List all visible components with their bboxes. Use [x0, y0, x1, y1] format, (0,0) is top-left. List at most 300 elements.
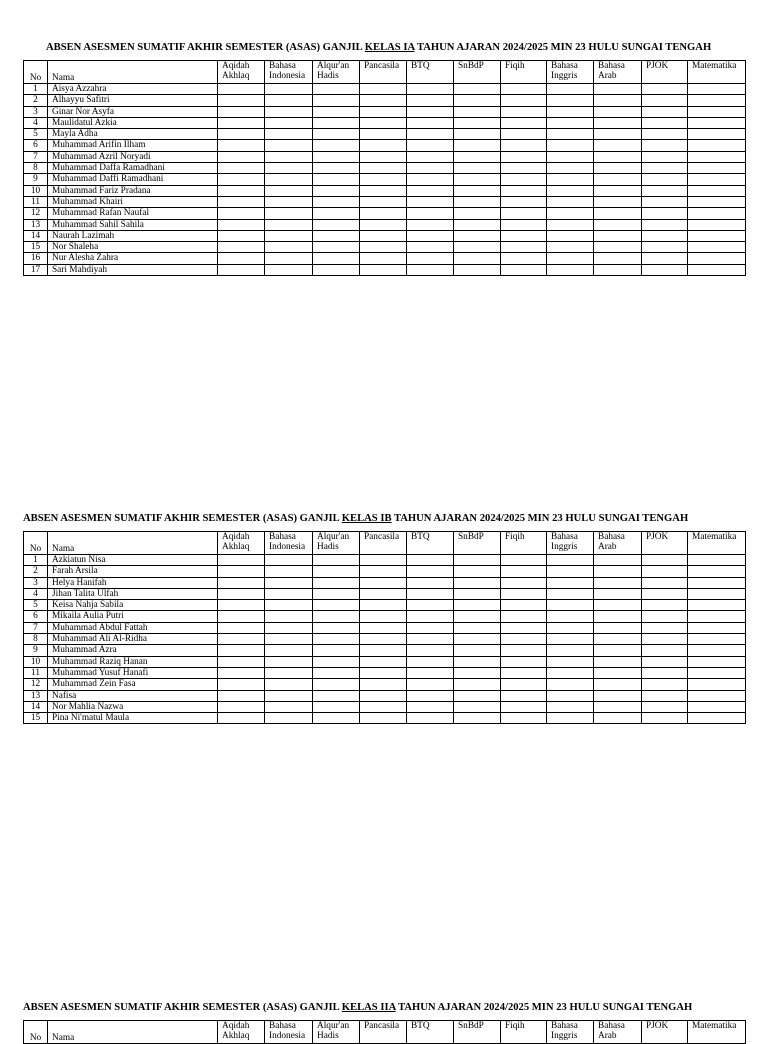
attendance-cell[interactable] [501, 230, 547, 241]
attendance-cell[interactable] [360, 588, 407, 599]
attendance-cell[interactable] [454, 264, 501, 275]
attendance-cell[interactable] [642, 84, 688, 95]
attendance-cell[interactable] [501, 555, 547, 566]
attendance-cell[interactable] [688, 106, 746, 117]
attendance-cell[interactable] [501, 566, 547, 577]
attendance-cell[interactable] [360, 645, 407, 656]
attendance-cell[interactable] [547, 230, 594, 241]
attendance-cell[interactable] [218, 566, 265, 577]
attendance-cell[interactable] [218, 185, 265, 196]
attendance-cell[interactable] [407, 208, 454, 219]
attendance-cell[interactable] [501, 701, 547, 712]
attendance-cell[interactable] [218, 634, 265, 645]
attendance-cell[interactable] [501, 174, 547, 185]
attendance-cell[interactable] [501, 140, 547, 151]
attendance-cell[interactable] [547, 577, 594, 588]
attendance-cell[interactable] [265, 622, 313, 633]
attendance-cell[interactable] [360, 129, 407, 140]
attendance-cell[interactable] [547, 95, 594, 106]
attendance-cell[interactable] [594, 219, 642, 230]
attendance-cell[interactable] [688, 701, 746, 712]
attendance-cell[interactable] [218, 611, 265, 622]
attendance-cell[interactable] [501, 253, 547, 264]
attendance-cell[interactable] [547, 174, 594, 185]
attendance-cell[interactable] [360, 566, 407, 577]
attendance-cell[interactable] [594, 622, 642, 633]
attendance-cell[interactable] [688, 566, 746, 577]
attendance-cell[interactable] [501, 151, 547, 162]
attendance-cell[interactable] [313, 106, 360, 117]
attendance-cell[interactable] [265, 634, 313, 645]
attendance-cell[interactable] [265, 163, 313, 174]
attendance-cell[interactable] [454, 645, 501, 656]
attendance-cell[interactable] [454, 701, 501, 712]
attendance-cell[interactable] [594, 690, 642, 701]
attendance-cell[interactable] [454, 667, 501, 678]
attendance-cell[interactable] [547, 667, 594, 678]
attendance-cell[interactable] [265, 95, 313, 106]
attendance-cell[interactable] [265, 151, 313, 162]
attendance-cell[interactable] [218, 645, 265, 656]
attendance-cell[interactable] [547, 242, 594, 253]
attendance-cell[interactable] [454, 163, 501, 174]
attendance-cell[interactable] [501, 600, 547, 611]
attendance-cell[interactable] [454, 106, 501, 117]
attendance-cell[interactable] [547, 713, 594, 724]
attendance-cell[interactable] [313, 95, 360, 106]
attendance-cell[interactable] [594, 242, 642, 253]
attendance-cell[interactable] [547, 129, 594, 140]
attendance-cell[interactable] [360, 196, 407, 207]
attendance-cell[interactable] [360, 690, 407, 701]
attendance-cell[interactable] [360, 667, 407, 678]
attendance-cell[interactable] [360, 713, 407, 724]
attendance-cell[interactable] [407, 622, 454, 633]
attendance-cell[interactable] [218, 622, 265, 633]
attendance-cell[interactable] [218, 163, 265, 174]
attendance-cell[interactable] [547, 208, 594, 219]
attendance-cell[interactable] [642, 151, 688, 162]
attendance-cell[interactable] [547, 600, 594, 611]
attendance-cell[interactable] [360, 622, 407, 633]
attendance-cell[interactable] [501, 656, 547, 667]
attendance-cell[interactable] [265, 713, 313, 724]
attendance-cell[interactable] [360, 185, 407, 196]
attendance-cell[interactable] [688, 242, 746, 253]
attendance-cell[interactable] [642, 230, 688, 241]
attendance-cell[interactable] [265, 208, 313, 219]
attendance-cell[interactable] [454, 140, 501, 151]
attendance-cell[interactable] [265, 264, 313, 275]
attendance-cell[interactable] [594, 645, 642, 656]
attendance-cell[interactable] [407, 588, 454, 599]
attendance-cell[interactable] [454, 230, 501, 241]
attendance-cell[interactable] [594, 656, 642, 667]
attendance-cell[interactable] [407, 253, 454, 264]
attendance-cell[interactable] [594, 701, 642, 712]
attendance-cell[interactable] [454, 577, 501, 588]
attendance-cell[interactable] [265, 701, 313, 712]
attendance-cell[interactable] [688, 600, 746, 611]
attendance-cell[interactable] [218, 600, 265, 611]
attendance-cell[interactable] [218, 117, 265, 128]
attendance-cell[interactable] [594, 163, 642, 174]
attendance-cell[interactable] [642, 577, 688, 588]
attendance-cell[interactable] [454, 566, 501, 577]
attendance-cell[interactable] [547, 264, 594, 275]
attendance-cell[interactable] [454, 95, 501, 106]
attendance-cell[interactable] [313, 163, 360, 174]
attendance-cell[interactable] [454, 196, 501, 207]
attendance-cell[interactable] [218, 242, 265, 253]
attendance-cell[interactable] [313, 611, 360, 622]
attendance-cell[interactable] [642, 667, 688, 678]
attendance-cell[interactable] [360, 679, 407, 690]
attendance-cell[interactable] [407, 555, 454, 566]
attendance-cell[interactable] [407, 151, 454, 162]
attendance-cell[interactable] [265, 129, 313, 140]
attendance-cell[interactable] [360, 600, 407, 611]
attendance-cell[interactable] [594, 196, 642, 207]
attendance-cell[interactable] [218, 174, 265, 185]
attendance-cell[interactable] [313, 174, 360, 185]
attendance-cell[interactable] [688, 151, 746, 162]
attendance-cell[interactable] [265, 117, 313, 128]
attendance-cell[interactable] [407, 242, 454, 253]
attendance-cell[interactable] [265, 588, 313, 599]
attendance-cell[interactable] [407, 84, 454, 95]
attendance-cell[interactable] [642, 656, 688, 667]
attendance-cell[interactable] [594, 600, 642, 611]
attendance-cell[interactable] [313, 140, 360, 151]
attendance-cell[interactable] [360, 253, 407, 264]
attendance-cell[interactable] [688, 667, 746, 678]
attendance-cell[interactable] [360, 701, 407, 712]
attendance-cell[interactable] [688, 645, 746, 656]
attendance-cell[interactable] [407, 95, 454, 106]
attendance-cell[interactable] [501, 208, 547, 219]
attendance-cell[interactable] [642, 645, 688, 656]
attendance-cell[interactable] [501, 219, 547, 230]
attendance-cell[interactable] [407, 600, 454, 611]
attendance-cell[interactable] [313, 129, 360, 140]
attendance-cell[interactable] [313, 219, 360, 230]
attendance-cell[interactable] [688, 634, 746, 645]
attendance-cell[interactable] [218, 219, 265, 230]
attendance-cell[interactable] [688, 679, 746, 690]
attendance-cell[interactable] [313, 679, 360, 690]
attendance-cell[interactable] [594, 679, 642, 690]
attendance-cell[interactable] [313, 634, 360, 645]
attendance-cell[interactable] [547, 185, 594, 196]
attendance-cell[interactable] [218, 588, 265, 599]
attendance-cell[interactable] [265, 140, 313, 151]
attendance-cell[interactable] [501, 95, 547, 106]
attendance-cell[interactable] [454, 656, 501, 667]
attendance-cell[interactable] [642, 219, 688, 230]
attendance-cell[interactable] [407, 264, 454, 275]
attendance-cell[interactable] [265, 219, 313, 230]
attendance-cell[interactable] [313, 645, 360, 656]
attendance-cell[interactable] [688, 84, 746, 95]
attendance-cell[interactable] [265, 106, 313, 117]
attendance-cell[interactable] [547, 140, 594, 151]
attendance-cell[interactable] [313, 600, 360, 611]
attendance-cell[interactable] [360, 95, 407, 106]
attendance-cell[interactable] [313, 253, 360, 264]
attendance-cell[interactable] [688, 622, 746, 633]
attendance-cell[interactable] [407, 129, 454, 140]
attendance-cell[interactable] [688, 588, 746, 599]
attendance-cell[interactable] [313, 208, 360, 219]
attendance-cell[interactable] [360, 242, 407, 253]
attendance-cell[interactable] [501, 690, 547, 701]
attendance-cell[interactable] [594, 611, 642, 622]
attendance-cell[interactable] [407, 185, 454, 196]
attendance-cell[interactable] [547, 634, 594, 645]
attendance-cell[interactable] [218, 129, 265, 140]
attendance-cell[interactable] [265, 196, 313, 207]
attendance-cell[interactable] [688, 577, 746, 588]
attendance-cell[interactable] [642, 196, 688, 207]
attendance-cell[interactable] [265, 656, 313, 667]
attendance-cell[interactable] [360, 577, 407, 588]
attendance-cell[interactable] [313, 577, 360, 588]
attendance-cell[interactable] [407, 230, 454, 241]
attendance-cell[interactable] [313, 566, 360, 577]
attendance-cell[interactable] [360, 151, 407, 162]
attendance-cell[interactable] [642, 208, 688, 219]
attendance-cell[interactable] [594, 106, 642, 117]
attendance-cell[interactable] [313, 264, 360, 275]
attendance-cell[interactable] [454, 611, 501, 622]
attendance-cell[interactable] [407, 577, 454, 588]
attendance-cell[interactable] [594, 95, 642, 106]
attendance-cell[interactable] [594, 140, 642, 151]
attendance-cell[interactable] [642, 163, 688, 174]
attendance-cell[interactable] [547, 588, 594, 599]
attendance-cell[interactable] [265, 242, 313, 253]
attendance-cell[interactable] [265, 611, 313, 622]
attendance-cell[interactable] [688, 117, 746, 128]
attendance-cell[interactable] [501, 588, 547, 599]
attendance-cell[interactable] [501, 84, 547, 95]
attendance-cell[interactable] [313, 656, 360, 667]
attendance-cell[interactable] [218, 140, 265, 151]
attendance-cell[interactable] [218, 95, 265, 106]
attendance-cell[interactable] [265, 667, 313, 678]
attendance-cell[interactable] [265, 253, 313, 264]
attendance-cell[interactable] [265, 230, 313, 241]
attendance-cell[interactable] [688, 219, 746, 230]
attendance-cell[interactable] [454, 622, 501, 633]
attendance-cell[interactable] [313, 622, 360, 633]
attendance-cell[interactable] [501, 611, 547, 622]
attendance-cell[interactable] [642, 253, 688, 264]
attendance-cell[interactable] [688, 611, 746, 622]
attendance-cell[interactable] [218, 84, 265, 95]
attendance-cell[interactable] [454, 84, 501, 95]
attendance-cell[interactable] [218, 679, 265, 690]
attendance-cell[interactable] [454, 634, 501, 645]
attendance-cell[interactable] [594, 566, 642, 577]
attendance-cell[interactable] [218, 151, 265, 162]
attendance-cell[interactable] [407, 163, 454, 174]
attendance-cell[interactable] [265, 174, 313, 185]
attendance-cell[interactable] [454, 690, 501, 701]
attendance-cell[interactable] [360, 230, 407, 241]
attendance-cell[interactable] [360, 611, 407, 622]
attendance-cell[interactable] [407, 634, 454, 645]
attendance-cell[interactable] [594, 555, 642, 566]
attendance-cell[interactable] [313, 713, 360, 724]
attendance-cell[interactable] [642, 690, 688, 701]
attendance-cell[interactable] [454, 588, 501, 599]
attendance-cell[interactable] [501, 264, 547, 275]
attendance-cell[interactable] [547, 196, 594, 207]
attendance-cell[interactable] [407, 219, 454, 230]
attendance-cell[interactable] [218, 690, 265, 701]
attendance-cell[interactable] [594, 208, 642, 219]
attendance-cell[interactable] [642, 242, 688, 253]
attendance-cell[interactable] [360, 219, 407, 230]
attendance-cell[interactable] [360, 264, 407, 275]
attendance-cell[interactable] [218, 656, 265, 667]
attendance-cell[interactable] [642, 679, 688, 690]
attendance-cell[interactable] [642, 588, 688, 599]
attendance-cell[interactable] [360, 634, 407, 645]
attendance-cell[interactable] [360, 656, 407, 667]
attendance-cell[interactable] [688, 230, 746, 241]
attendance-cell[interactable] [454, 151, 501, 162]
attendance-cell[interactable] [407, 140, 454, 151]
attendance-cell[interactable] [218, 667, 265, 678]
attendance-cell[interactable] [360, 555, 407, 566]
attendance-cell[interactable] [547, 690, 594, 701]
attendance-cell[interactable] [547, 622, 594, 633]
attendance-cell[interactable] [407, 701, 454, 712]
attendance-cell[interactable] [642, 634, 688, 645]
attendance-cell[interactable] [547, 117, 594, 128]
attendance-cell[interactable] [407, 690, 454, 701]
attendance-cell[interactable] [594, 667, 642, 678]
attendance-cell[interactable] [313, 84, 360, 95]
attendance-cell[interactable] [313, 185, 360, 196]
attendance-cell[interactable] [547, 106, 594, 117]
attendance-cell[interactable] [501, 129, 547, 140]
attendance-cell[interactable] [547, 566, 594, 577]
attendance-cell[interactable] [265, 185, 313, 196]
attendance-cell[interactable] [360, 174, 407, 185]
attendance-cell[interactable] [594, 151, 642, 162]
attendance-cell[interactable] [547, 253, 594, 264]
attendance-cell[interactable] [454, 713, 501, 724]
attendance-cell[interactable] [501, 185, 547, 196]
attendance-cell[interactable] [454, 174, 501, 185]
attendance-cell[interactable] [501, 622, 547, 633]
attendance-cell[interactable] [407, 667, 454, 678]
attendance-cell[interactable] [218, 196, 265, 207]
attendance-cell[interactable] [313, 588, 360, 599]
attendance-cell[interactable] [360, 106, 407, 117]
attendance-cell[interactable] [265, 645, 313, 656]
attendance-cell[interactable] [501, 713, 547, 724]
attendance-cell[interactable] [547, 645, 594, 656]
attendance-cell[interactable] [265, 600, 313, 611]
attendance-cell[interactable] [454, 555, 501, 566]
attendance-cell[interactable] [642, 555, 688, 566]
attendance-cell[interactable] [642, 264, 688, 275]
attendance-cell[interactable] [360, 140, 407, 151]
attendance-cell[interactable] [594, 230, 642, 241]
attendance-cell[interactable] [688, 185, 746, 196]
attendance-cell[interactable] [594, 84, 642, 95]
attendance-cell[interactable] [454, 679, 501, 690]
attendance-cell[interactable] [547, 84, 594, 95]
attendance-cell[interactable] [642, 140, 688, 151]
attendance-cell[interactable] [313, 701, 360, 712]
attendance-cell[interactable] [265, 84, 313, 95]
attendance-cell[interactable] [547, 555, 594, 566]
attendance-cell[interactable] [688, 264, 746, 275]
attendance-cell[interactable] [688, 129, 746, 140]
attendance-cell[interactable] [594, 588, 642, 599]
attendance-cell[interactable] [547, 219, 594, 230]
attendance-cell[interactable] [454, 242, 501, 253]
attendance-cell[interactable] [218, 106, 265, 117]
attendance-cell[interactable] [642, 701, 688, 712]
attendance-cell[interactable] [688, 555, 746, 566]
attendance-cell[interactable] [265, 566, 313, 577]
attendance-cell[interactable] [407, 656, 454, 667]
attendance-cell[interactable] [313, 117, 360, 128]
attendance-cell[interactable] [360, 84, 407, 95]
attendance-cell[interactable] [218, 230, 265, 241]
attendance-cell[interactable] [688, 690, 746, 701]
attendance-cell[interactable] [547, 701, 594, 712]
attendance-cell[interactable] [501, 634, 547, 645]
attendance-cell[interactable] [594, 577, 642, 588]
attendance-cell[interactable] [688, 174, 746, 185]
attendance-cell[interactable] [642, 106, 688, 117]
attendance-cell[interactable] [218, 208, 265, 219]
attendance-cell[interactable] [407, 645, 454, 656]
attendance-cell[interactable] [642, 600, 688, 611]
attendance-cell[interactable] [407, 679, 454, 690]
attendance-cell[interactable] [594, 264, 642, 275]
attendance-cell[interactable] [547, 679, 594, 690]
attendance-cell[interactable] [313, 196, 360, 207]
attendance-cell[interactable] [501, 667, 547, 678]
attendance-cell[interactable] [642, 622, 688, 633]
attendance-cell[interactable] [218, 713, 265, 724]
attendance-cell[interactable] [407, 106, 454, 117]
attendance-cell[interactable] [218, 577, 265, 588]
attendance-cell[interactable] [642, 566, 688, 577]
attendance-cell[interactable] [501, 196, 547, 207]
attendance-cell[interactable] [265, 679, 313, 690]
attendance-cell[interactable] [407, 117, 454, 128]
attendance-cell[interactable] [642, 611, 688, 622]
attendance-cell[interactable] [688, 656, 746, 667]
attendance-cell[interactable] [313, 230, 360, 241]
attendance-cell[interactable] [501, 106, 547, 117]
attendance-cell[interactable] [313, 151, 360, 162]
attendance-cell[interactable] [642, 174, 688, 185]
attendance-cell[interactable] [501, 679, 547, 690]
attendance-cell[interactable] [642, 129, 688, 140]
attendance-cell[interactable] [688, 163, 746, 174]
